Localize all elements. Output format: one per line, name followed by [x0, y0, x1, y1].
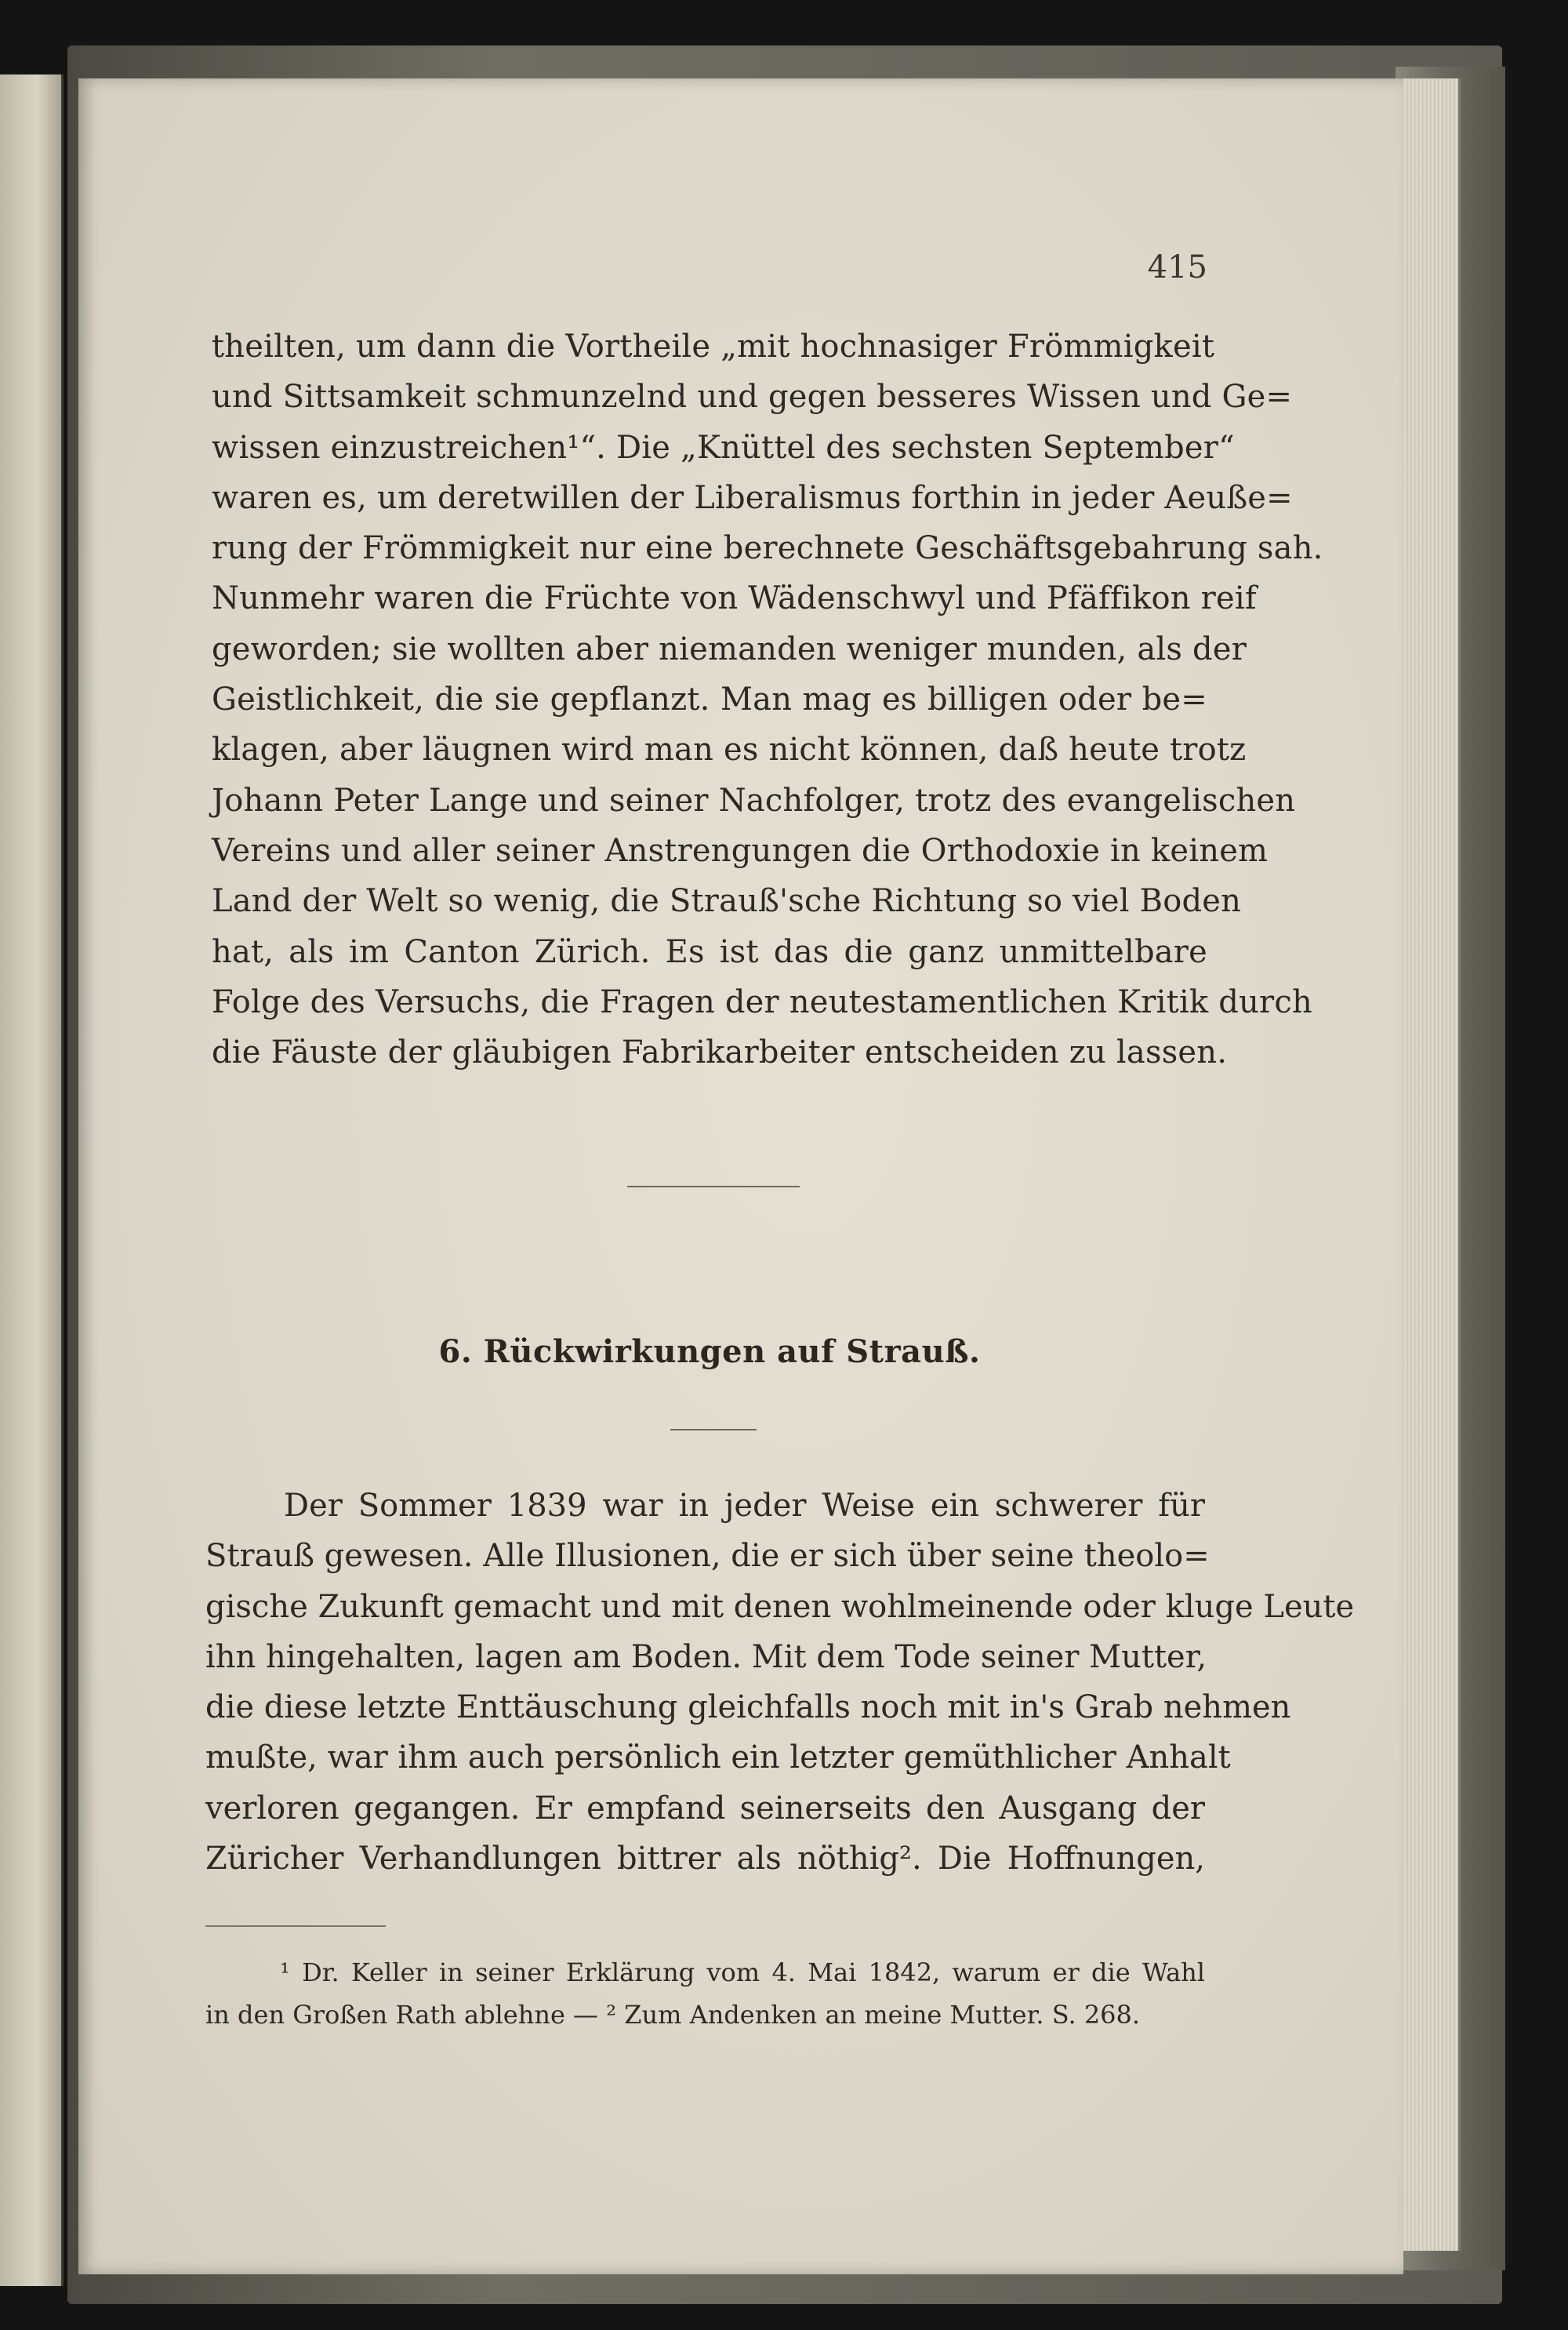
text-line: Land der Welt so wenig, die Strauß'sche Richtung so viel Boden — [212, 883, 1242, 920]
text-line: die Fäuste der gläubigen Fabrikarbeiter entscheiden zu lassen. — [212, 1034, 1228, 1071]
text-line: gische Zukunft gemacht und mit denen wohlmeinende oder kluge Leute — [205, 1588, 1355, 1625]
text-line: klagen, aber läugnen wird man es nicht können, daß heute trotz — [212, 732, 1247, 769]
text-line: Nunmehr waren die Früchte von Wädenschwyl und Pfäffikon reif — [212, 580, 1257, 617]
text-line: Folge des Versuchs, die Fragen der neutestamentlichen Kritik durch — [212, 983, 1312, 1020]
continued-paragraph — [212, 322, 1323, 1078]
section-paragraph — [205, 1481, 1355, 1884]
heading-rule — [670, 1429, 757, 1430]
text-line: Strauß gewesen. Alle Illusionen, die er sich über seine theolo= — [205, 1538, 1210, 1575]
page-number: 415 — [1147, 249, 1207, 285]
text-line: theilten, um dann die Vortheile „mit hochnasiger Frömmigkeit — [212, 329, 1215, 365]
section-heading: 6. Rückwirkungen auf Strauß. — [438, 1333, 981, 1370]
facing-page-edge — [0, 75, 64, 2286]
text-line: Vereins und aller seiner Anstrengungen die Orthodoxie in keinem — [212, 832, 1269, 869]
text-line: verloren gegangen. Er empfand seinerseits den Ausgang der — [205, 1790, 1205, 1827]
text-line: Der Sommer 1839 war in jeder Weise ein schwerer für — [284, 1488, 1205, 1524]
text-line: und Sittsamkeit schmunzelnd und gegen besseres Wissen und Ge= — [212, 379, 1293, 416]
text-line: ihn hingehalten, lagen am Boden. Mit dem Tode seiner Mutter, — [205, 1638, 1207, 1675]
text-line: geworden; sie wollten aber niemanden weniger munden, als der — [212, 631, 1247, 667]
text-line: Züricher Verhandlungen bittrer als nöthig². Die Hoffnungen, — [205, 1841, 1205, 1877]
footnotes — [205, 1951, 1205, 2036]
text-line: waren es, um deretwillen der Liberalismus forthin in jeder Aeuße= — [212, 479, 1293, 516]
text-line: rung der Frömmigkeit nur eine berechnete Geschäftsgebahrung sah. — [212, 530, 1323, 567]
section-divider — [627, 1186, 800, 1187]
footnote-line: ¹ Dr. Keller in seiner Erklärung vom 4. Mai 1842, warum er die Wahl — [280, 1957, 1205, 1987]
footnote-rule — [205, 1925, 386, 1927]
text-line: Geistlichkeit, die sie gepflanzt. Man mag es billigen oder be= — [212, 682, 1207, 718]
text-line: hat, als im Canton Zürich. Es ist das die ganz unmittelbare — [212, 933, 1207, 970]
text-line: wissen einzustreichen¹“. Die „Knüttel des sechsten September“ — [212, 429, 1235, 466]
footnote-line: in den Großen Rath ablehne — ² Zum Andenken an meine Mutter. S. 268. — [205, 2000, 1141, 2030]
text-line: Johann Peter Lange und seiner Nachfolger, trotz des evangelischen — [212, 782, 1296, 819]
text-line: mußte, war ihm auch persönlich ein letzter gemüthlicher Anhalt — [205, 1739, 1231, 1776]
text-line: die diese letzte Enttäuschung gleichfalls noch mit in's Grab nehmen — [205, 1689, 1291, 1726]
